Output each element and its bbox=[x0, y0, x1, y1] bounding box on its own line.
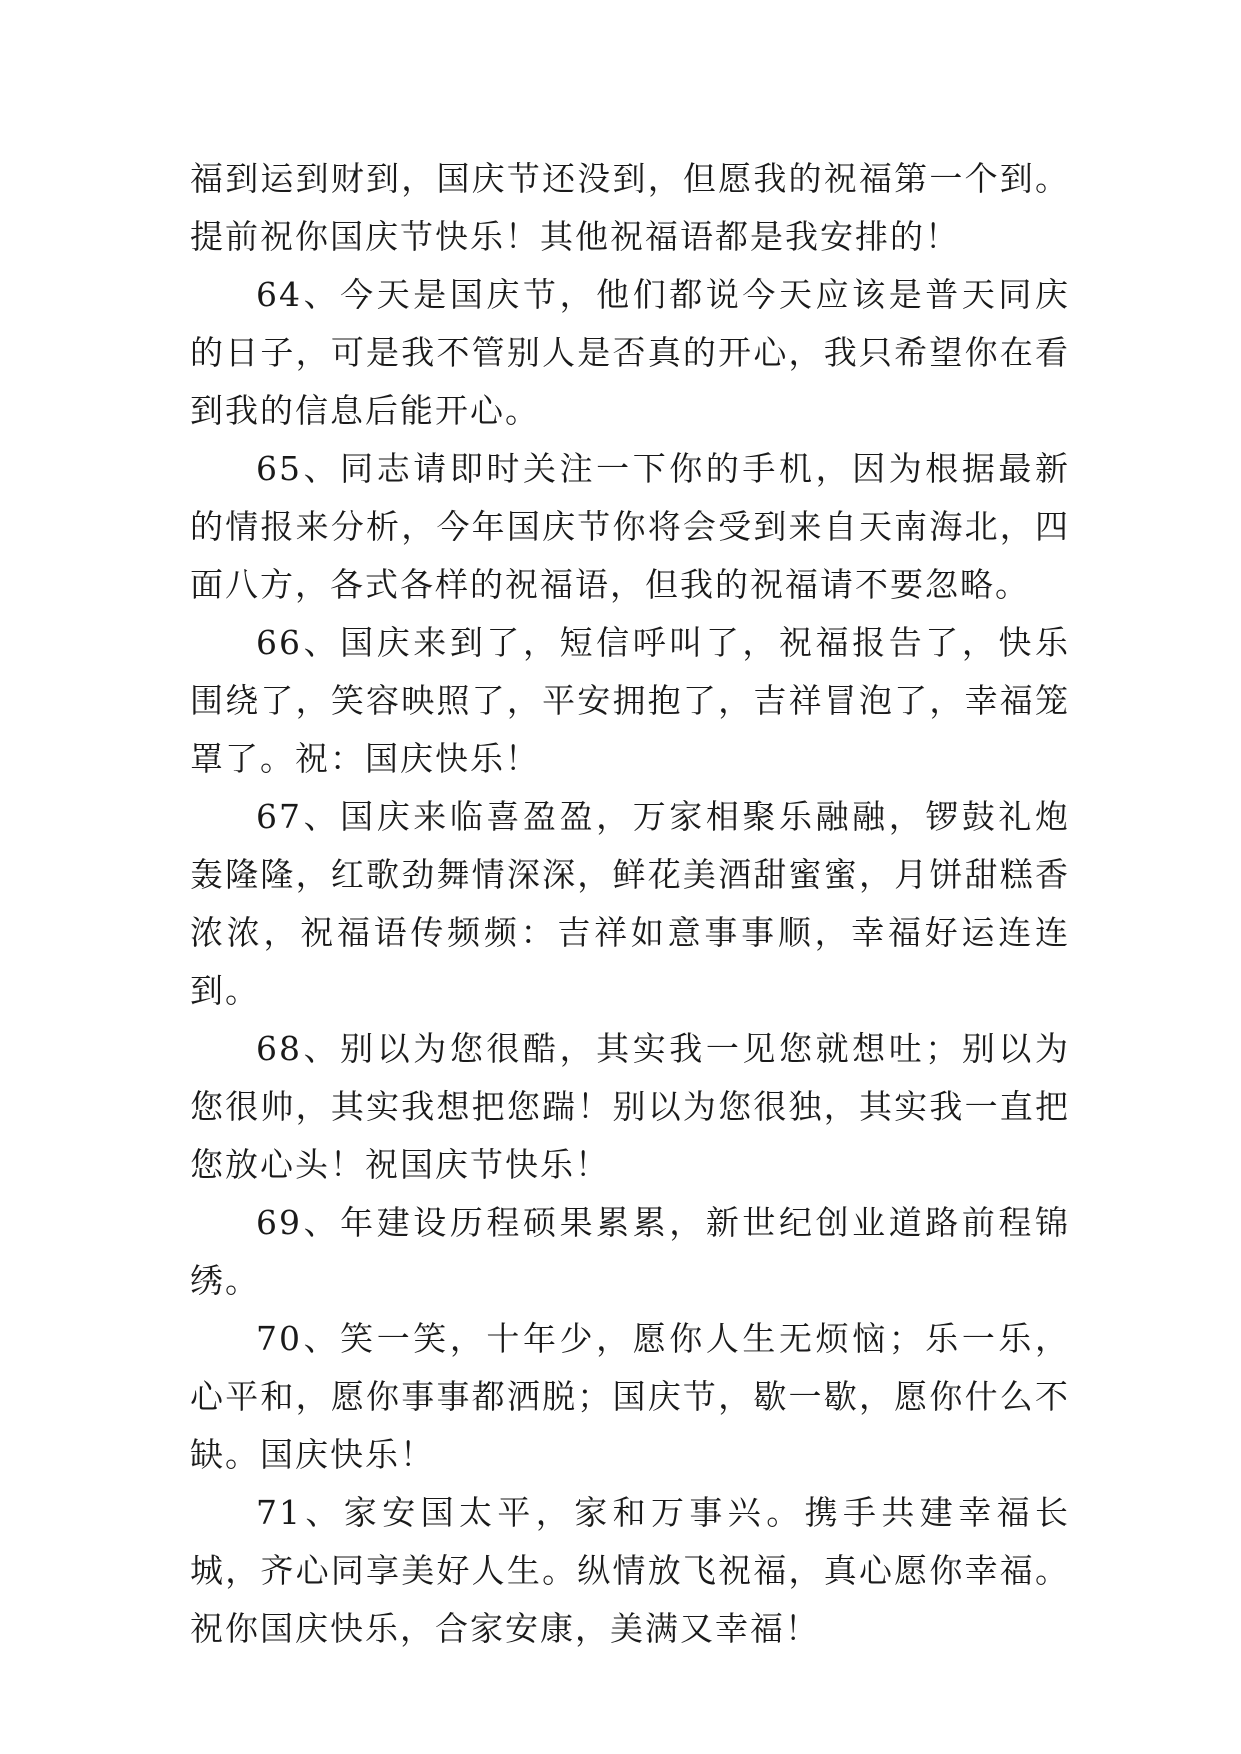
paragraph-70: 70、笑一笑，十年少，愿你人生无烦恼；乐一乐，心平和，愿你事事都洒脱；国庆节，歇一歇，愿你什么不缺。国庆快乐！ bbox=[190, 1319, 1070, 1474]
paragraph-65: 65、同志请即时关注一下你的手机，因为根据最新的情报来分析，今年国庆节你将会受到来自天南海北，四面八方，各式各样的祝福语，但我的祝福请不要忽略。 bbox=[190, 449, 1070, 604]
paragraph-71: 71、家安国太平，家和万事兴。携手共建幸福长城，齐心同享美好人生。纵情放飞祝福，真心愿你幸福。祝你国庆快乐，合家安康，美满又幸福！ bbox=[190, 1493, 1070, 1648]
paragraph-69: 69、年建设历程硕果累累，新世纪创业道路前程锦绣。 bbox=[190, 1203, 1070, 1300]
paragraph-continuation: 福到运到财到，国庆节还没到，但愿我的祝福第一个到。提前祝你国庆节快乐！其他祝福语都是我安排的！ bbox=[190, 159, 1070, 256]
paragraph-68: 68、别以为您很酷，其实我一见您就想吐；别以为您很帅，其实我想把您踹！别以为您很独，其实我一直把您放心头！祝国庆节快乐！ bbox=[190, 1029, 1070, 1184]
paragraph-64: 64、今天是国庆节，他们都说今天应该是普天同庆的日子，可是我不管别人是否真的开心，我只希望你在看到我的信息后能开心。 bbox=[190, 275, 1070, 430]
paragraph-67: 67、国庆来临喜盈盈，万家相聚乐融融，锣鼓礼炮轰隆隆，红歌劲舞情深深，鲜花美酒甜蜜蜜，月饼甜糕香浓浓，祝福语传频频：吉祥如意事事顺，幸福好运连连到。 bbox=[190, 797, 1070, 1010]
document-body bbox=[190, 150, 1070, 1658]
paragraph-66: 66、国庆来到了，短信呼叫了，祝福报告了，快乐围绕了，笑容映照了，平安拥抱了，吉祥冒泡了，幸福笼罩了。祝：国庆快乐！ bbox=[190, 623, 1070, 778]
